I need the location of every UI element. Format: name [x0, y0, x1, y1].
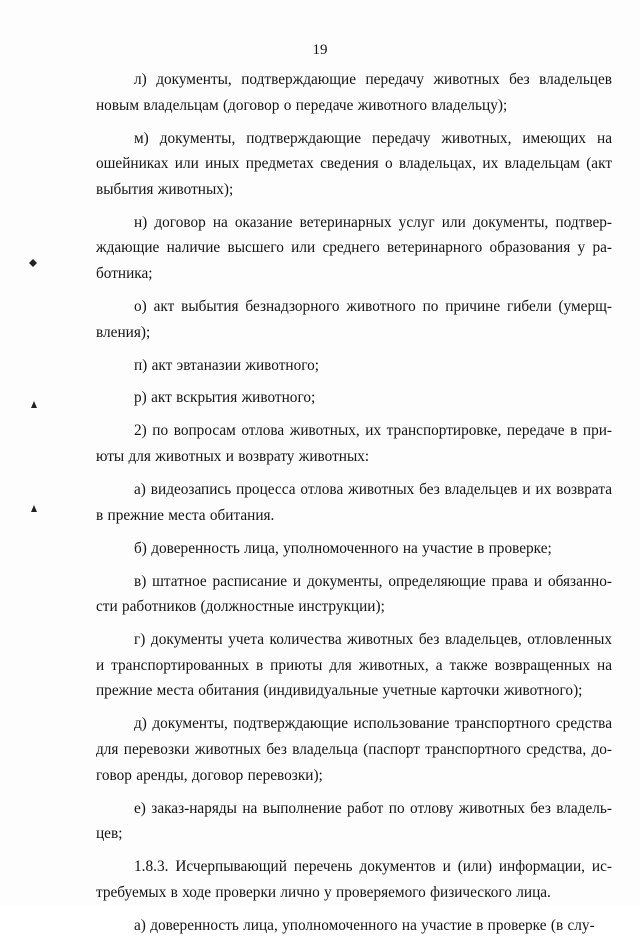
paragraph [96, 385, 612, 411]
paragraph [96, 353, 612, 379]
paragraph [96, 210, 612, 287]
text-line: для перевозки животных без владельца (паспорт транспортного средства, до- [96, 740, 612, 758]
text-line: о) акт выбытия безнадзорного животного по причине гибели (умерщ- [134, 297, 612, 315]
paragraph [96, 418, 612, 469]
text-line: г) документы учета количества животных без владельцев, отловленных [134, 631, 612, 649]
text-line: д) документы, подтверждающие использование транспортного средства [134, 715, 612, 733]
text-line: в) штатное расписание и документы, определяющие права и обязанно- [134, 572, 612, 590]
text-line: выбытия животных); [96, 180, 234, 198]
text-line: р) акт вскрытия животного; [134, 389, 316, 407]
text-line: а) видеозапись процесса отлова животных без владельцев и их возврата [134, 481, 612, 499]
text-line: сти работников (должностные инструкции); [96, 598, 385, 616]
paragraph [96, 854, 612, 905]
text-line: 2) по вопросам отлова животных, их транспортировке, передаче в при- [134, 422, 612, 440]
text-line: а) доверенность лица, уполномоченного на участие в проверке (в слу- [134, 916, 595, 934]
text-line: говор аренды, договор перевозки); [96, 766, 323, 784]
paragraph [96, 67, 612, 118]
paragraph [96, 477, 612, 528]
paragraph [96, 913, 612, 939]
page-number: 19 [312, 42, 328, 58]
text-line: ошейниках или иных предметах сведения о владельцах, их владельцам (акт [96, 155, 612, 173]
text-line: юты для животных и возврату животных: [96, 448, 370, 466]
text-line: е) заказ-наряды на выполнение работ по отлову животных без владель- [134, 799, 612, 817]
binding-mark-icon [30, 505, 38, 513]
text-line: цев; [96, 825, 123, 843]
text-line: 1.8.3. Исчерпывающий перечень документов и (или) информации, ис- [134, 858, 612, 876]
paragraph [96, 711, 612, 788]
binding-mark-icon [29, 259, 37, 267]
paragraph [96, 294, 612, 345]
text-line: м) документы, подтверждающие передачу животных, имеющих на [134, 129, 612, 147]
text-line: прежние места обитания (индивидуальные учетные карточки животного); [96, 682, 583, 700]
text-line: вления); [96, 323, 151, 341]
text-line: ботника; [96, 264, 153, 282]
paragraph [96, 796, 612, 847]
text-line: л) документы, подтверждающие передачу животных без владельцев [134, 71, 612, 88]
text-line: и транспортированных в приюты для животных, а также возвращенных на [96, 656, 612, 674]
text-line: в прежние места обитания. [96, 506, 275, 524]
text-line: новым владельцам (договор о передаче животного владельцу); [96, 96, 508, 114]
text-line: ждающие наличие высшего или среднего ветеринарного образования у ра- [96, 239, 612, 257]
binding-mark-icon [30, 401, 38, 409]
paragraph [96, 536, 612, 562]
text-line: п) акт эвтаназии животного; [134, 356, 320, 374]
document-body [96, 67, 612, 946]
paragraph [96, 569, 612, 620]
text-line: б) доверенность лица, уполномоченного на участие в проверке; [134, 539, 552, 557]
paragraph [96, 126, 612, 203]
text-line: н) договор на оказание ветеринарных услуг или документы, подтвер- [134, 213, 612, 231]
paragraph [96, 627, 612, 704]
text-line: требуемых в ходе проверки лично у проверяемого физического лица. [96, 883, 551, 901]
